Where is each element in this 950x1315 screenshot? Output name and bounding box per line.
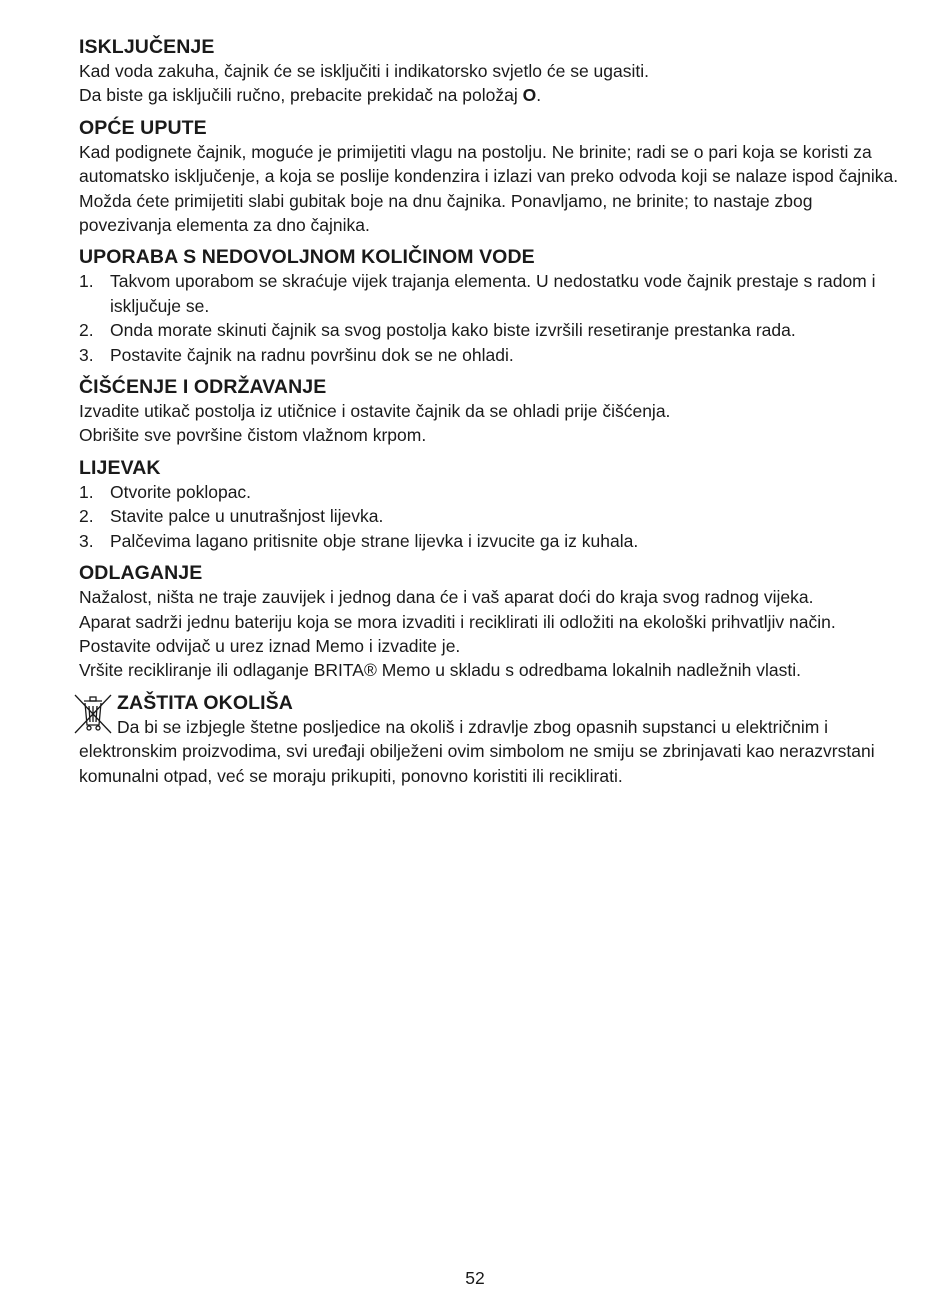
list-item (79, 480, 899, 504)
list-item (79, 529, 899, 553)
heading-zastita (79, 691, 899, 715)
list-item (79, 318, 899, 342)
heading-opce-upute: OPĆE UPUTE (79, 116, 207, 139)
section-odlaganje (79, 561, 899, 683)
iskljucenje-line-2-text: Da biste ga isključili ručno, prebacite prekidač na položaj (79, 85, 523, 106)
odlaganje-line-2: Aparat sadrži jednu bateriju koja se mora izvaditi i reciklirati ili odložiti na ekološki prihvatljiv način. (79, 611, 836, 632)
section-ciscenje (79, 375, 899, 448)
odlaganje-line-4: Vršite recikliranje ili odlaganje BRITA® Memo u skladu s odredbama lokalnih nadležnih vlasti. (79, 660, 801, 681)
uporaba-list (79, 269, 899, 367)
list-item-number: 1. (79, 271, 94, 292)
weee-crossed-bin-icon (72, 691, 114, 737)
list-item (79, 343, 899, 367)
iskljucenje-line-2 (79, 83, 899, 107)
zastita-text-first-line: Da bi se izbjegle štetne posljedice na okoliš i zdravlje zbog opasnih supstanci u električnim i (117, 716, 829, 737)
heading-lijevak: LIJEVAK (79, 456, 161, 479)
iskljucenje-line-2-end: . (536, 85, 542, 106)
heading-odlaganje: ODLAGANJE (79, 562, 203, 585)
list-item-text: Palčevima lagano pritisnite obje strane lijevka i izvucite ga iz kuhala. (110, 530, 639, 551)
zastita-title-text: ZAŠTITA OKOLIŠA (117, 691, 293, 714)
ciscenje-line-2: Obrišite sve površine čistom vlažnom krpom. (79, 425, 427, 446)
odlaganje-line-1: Nažalost, ništa ne traje zauvijek i jednog dana će i vaš aparat doći do kraja svog radnog vijeka. (79, 587, 814, 608)
iskljucenje-line-1: Kad voda zakuha, čajnik će se isključiti i indikatorsko svjetlo će se ugasiti. (79, 61, 649, 81)
section-lijevak (79, 456, 899, 553)
list-item-number: 2. (79, 320, 94, 341)
document-page (79, 35, 899, 796)
odlaganje-line-3: Postavite odvijač u urez iznad Memo i izvadite je. (79, 635, 461, 656)
opce-upute-paragraph-1: Kad podignete čajnik, moguće je primijetiti vlagu na postolju. Ne brinite; radi se o pari koja se koristi za automatsko isključenje, a koja se poslije kondenzira i izlazi van preko odvoda koji se nalaze ispod čajnika. (79, 141, 899, 187)
switch-position-o: O (522, 85, 537, 106)
list-item-text: Takvom uporabom se skraćuje vijek trajanja elementa. U nedostatku vode čajnik prestaje s radom i isključuje se. (110, 271, 876, 316)
zastita-text-rest: elektronskim proizvodima, svi uređaji obilježeni ovim simbolom ne smiju se zbrinjavati kao nerazvrstani komunalni otpad, već se moraju prikupiti, ponovno koristiti ili reciklirati. (79, 741, 875, 786)
section-uporaba (79, 245, 899, 367)
section-zastita (79, 691, 899, 788)
section-opce-upute (79, 116, 899, 238)
list-item-text: Postavite čajnik na radnu površinu dok se ne ohladi. (110, 344, 514, 365)
list-item-number: 3. (79, 344, 94, 365)
list-item (79, 269, 899, 318)
lijevak-list (79, 480, 899, 553)
opce-upute-paragraph-2: Možda ćete primijetiti slabi gubitak boje na dnu čajnika. Ponavljamo, ne brinite; to nastaje zbog povezivanja elementa za dno čajnika. (79, 190, 813, 236)
list-item-text: Stavite palce u unutrašnjost lijevka. (110, 506, 384, 527)
list-item (79, 504, 899, 528)
heading-uporaba: UPORABA S NEDOVOLJNOM KOLIČINOM VODE (79, 246, 535, 269)
list-item-number: 1. (79, 481, 94, 502)
ciscenje-line-1: Izvadite utikač postolja iz utičnice i ostavite čajnik da se ohladi prije čišćenja. (79, 401, 671, 422)
section-iskljucenje (79, 35, 899, 108)
list-item-text: Onda morate skinuti čajnik sa svog postolja kako biste izvršili resetiranje prestanka rada. (110, 320, 796, 341)
heading-iskljucenje: ISKLJUČENJE (79, 36, 215, 58)
list-item-number: 3. (79, 530, 94, 551)
list-item-number: 2. (79, 506, 94, 527)
page-number: 52 (465, 1268, 485, 1288)
heading-ciscenje: ČIŠĆENJE I ODRŽAVANJE (79, 376, 327, 399)
list-item-text: Otvorite poklopac. (110, 481, 252, 502)
